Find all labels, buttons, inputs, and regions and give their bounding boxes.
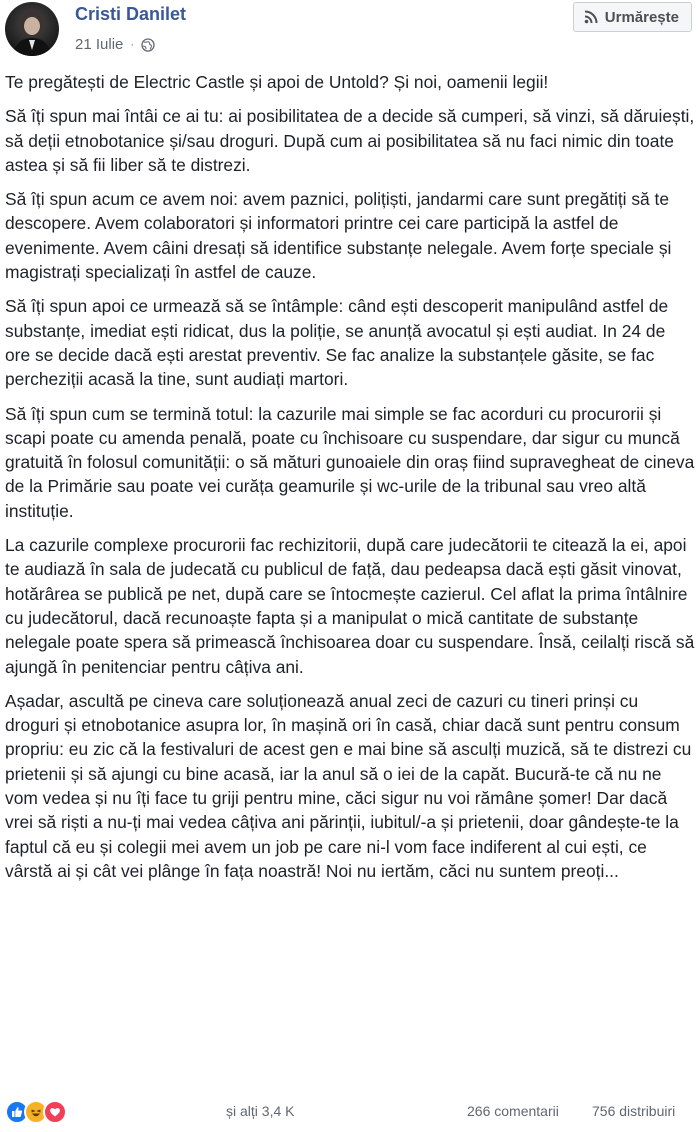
reactions-count[interactable]: și alți 3,4 K xyxy=(226,1103,295,1119)
globe-icon xyxy=(141,38,155,52)
post-header xyxy=(0,0,700,64)
follow-button[interactable] xyxy=(573,2,692,32)
post-date[interactable]: 21 Iulie xyxy=(75,36,124,53)
reactions-summary[interactable] xyxy=(5,1100,62,1124)
post-footer xyxy=(0,1096,700,1126)
post-paragraph: La cazurile complexe procurorii fac rechizitorii, după care judecătorii te citează la ei, apoi te audiază în sala de judecată cu publicul de față, dau pedeapsa dacă ești găsit vinovat, hotărârea se publică pe net, după care se întocmește cazierul. Cel aflat la prima întâlnire cu judecătorul, dacă recunoaște fapta și a manipulat o mică cantitate de substanțe nelegale poate spera să primească închisoarea doar cu suspendare. Însă, ceilalți riscă să ajungă în penitenciar pentru câțiva ani. xyxy=(5,535,695,677)
post-paragraph: Să îți spun cum se termină totul: la cazurile mai simple se fac acorduri cu procurorii și scapi poate cu amenda penală, poate cu închisoare cu suspendare, dar sigur cu muncă gratuită în folosul comunității: o să mături gunoaiele din oraș fiind supravegheat de cineva de la Primărie sau poate vei curăța geamurile și wc-urile de la tribunal sau vreo altă instituție. xyxy=(5,403,695,521)
post-paragraph: Așadar, ascultă pe cineva care soluționează anual zeci de cazuri cu tineri prinși cu droguri și etnobotanice asupra lor, în mașină ori în casă, chiar dacă sunt pentru consum propriu: eu zic că la festivaluri de acest gen e mai bine să asculți muzică, să te distrezi cu prietenii și să ajungi cu bine acasă, iar la anul să o iei de la capăt. Bucură-te că nu ne vom vedea și nu îți face tu griji pentru mine, căci sigur nu voi rămâne șomer! Dar dacă vrei să riști a nu-ți mai vedea câțiva ani părinții, iubitul/-a și prietenii, doar gândește-te la faptul că eu și colegii mei avem un job pe care ni-l vom face indiferent al cui ești, ce vârstă ai și cât vei plânge în fața noastră! Noi nu iertăm, căci nu suntem preoți... xyxy=(5,690,692,881)
shares-count[interactable]: 756 distribuiri xyxy=(592,1103,676,1119)
avatar[interactable] xyxy=(5,2,59,56)
post-paragraph: Să îți spun mai întâi ce ai tu: ai posibilitatea de a decide să cumperi, să vinzi, să dăruiești, să deții etnobotanice și/sau droguri. După cum ai posibilitatea să nu faci nimic din toate astea și să fii liber să te distrezi. xyxy=(5,106,695,175)
post-paragraph: Să îți spun acum ce avem noi: avem paznici, polițiști, jandarmi care sunt pregătiți să te descopere. Avem colaboratori și informatori printre cei care participă la astfel de evenimente. Avem câini dresați să identifice substanțe nelegale. Avem forțe speciale și magistrați specializați în astfel de cauze. xyxy=(5,189,672,283)
meta-separator: · xyxy=(130,38,135,51)
post-text xyxy=(5,70,695,893)
post-paragraph: Să îți spun apoi ce urmează să se întâmple: când ești descoperit manipulând astfel de substanțe, imediat ești ridicat, dus la poliție, se anunță avocatul și ești audiat. In 24 de ore se decide dacă ești arestat preventiv. Se fac analize la substanțele găsite, se fac percheziții acasă la tine, sunt audiați martori. xyxy=(5,296,669,390)
post-paragraph: Te pregătești de Electric Castle și apoi de Untold? Și noi, oamenii legii! xyxy=(5,72,549,92)
comments-count[interactable]: 266 comentarii xyxy=(467,1103,559,1119)
rss-icon xyxy=(584,10,598,24)
love-icon xyxy=(43,1100,67,1124)
post-meta xyxy=(75,36,155,53)
author-name[interactable]: Cristi Danilet xyxy=(75,4,187,24)
follow-button-label: Urmărește xyxy=(604,8,679,26)
